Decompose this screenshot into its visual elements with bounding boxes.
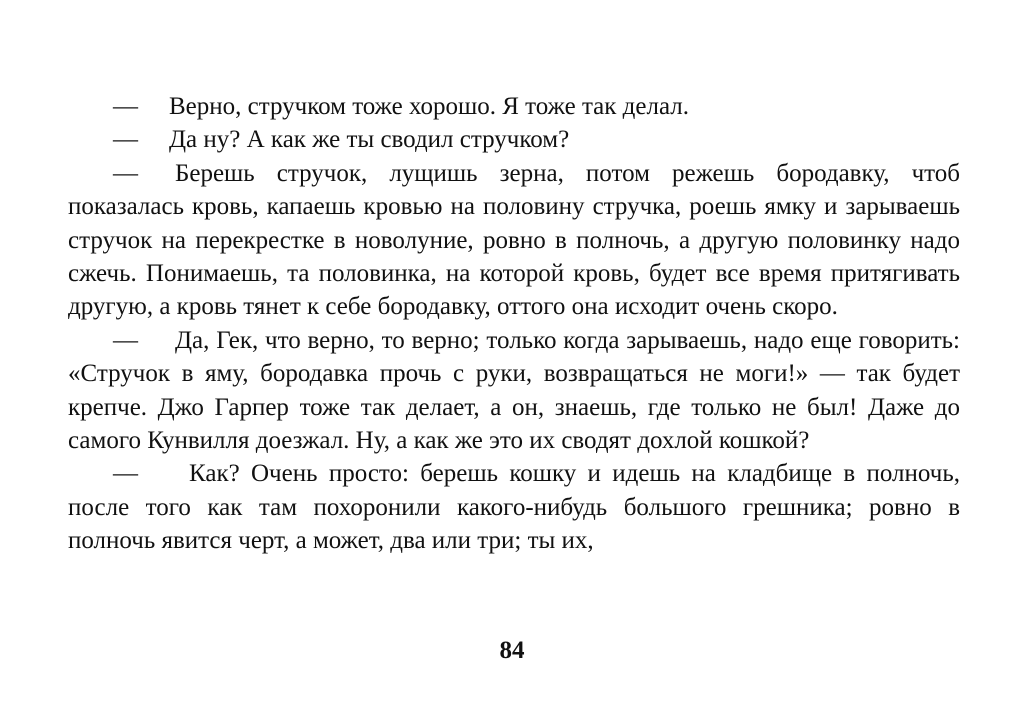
dialogue-dash: — bbox=[113, 326, 138, 354]
dialogue-dash: — bbox=[113, 460, 138, 488]
dialogue-paragraph-4 bbox=[68, 324, 960, 458]
paragraph-text: Как? Очень просто: берешь кошку и идешь на кладбище в полночь, после того как там похоронили какого-нибудь большого грешника; ровно в полночь явится черт, а может, два или три; ты их, bbox=[68, 460, 960, 555]
dialogue-dash: — bbox=[113, 126, 138, 154]
paragraph-text: Берешь стручок, лущишь зерна, потом режешь бородавку, чтоб показалась кровь, капаешь кровью на половину стручка, роешь ямку и зарываешь стручок на перекрестке в новолуние, ровно в полночь, а другую половинку надо сжечь. Понимаешь, та половинка, на которой кровь, будет все время притягивать другую, а кровь тянет к себе бородавку, оттого она исходит очень скоро. bbox=[68, 159, 960, 321]
dialogue-paragraph-2 bbox=[68, 123, 960, 156]
dialogue-paragraph-3 bbox=[68, 157, 960, 324]
dialogue-dash: — bbox=[113, 93, 138, 120]
paragraph-text: Да, Гек, что верно, то верно; только когда зарываешь, надо еще говорить: «Стручок в яму, бородавка прочь с руки, возвращаться не моги!» — так будет крепче. Джо Гарпер тоже так делает, а он, знаешь, где только не был! Даже до самого Кунвилля доезжал. Ну, а как же это их сводят дохлой кошкой? bbox=[68, 326, 960, 455]
dialogue-paragraph-1 bbox=[68, 90, 960, 123]
dialogue-dash: — bbox=[113, 159, 138, 187]
paragraph-text: Да ну? А как же ты сводил стручком? bbox=[169, 126, 570, 154]
page-text-block bbox=[68, 90, 960, 558]
page-number: 84 bbox=[499, 637, 525, 664]
dialogue-paragraph-5 bbox=[68, 457, 960, 557]
paragraph-text: Верно, стручком тоже хорошо. Я тоже так делал. bbox=[169, 93, 689, 120]
